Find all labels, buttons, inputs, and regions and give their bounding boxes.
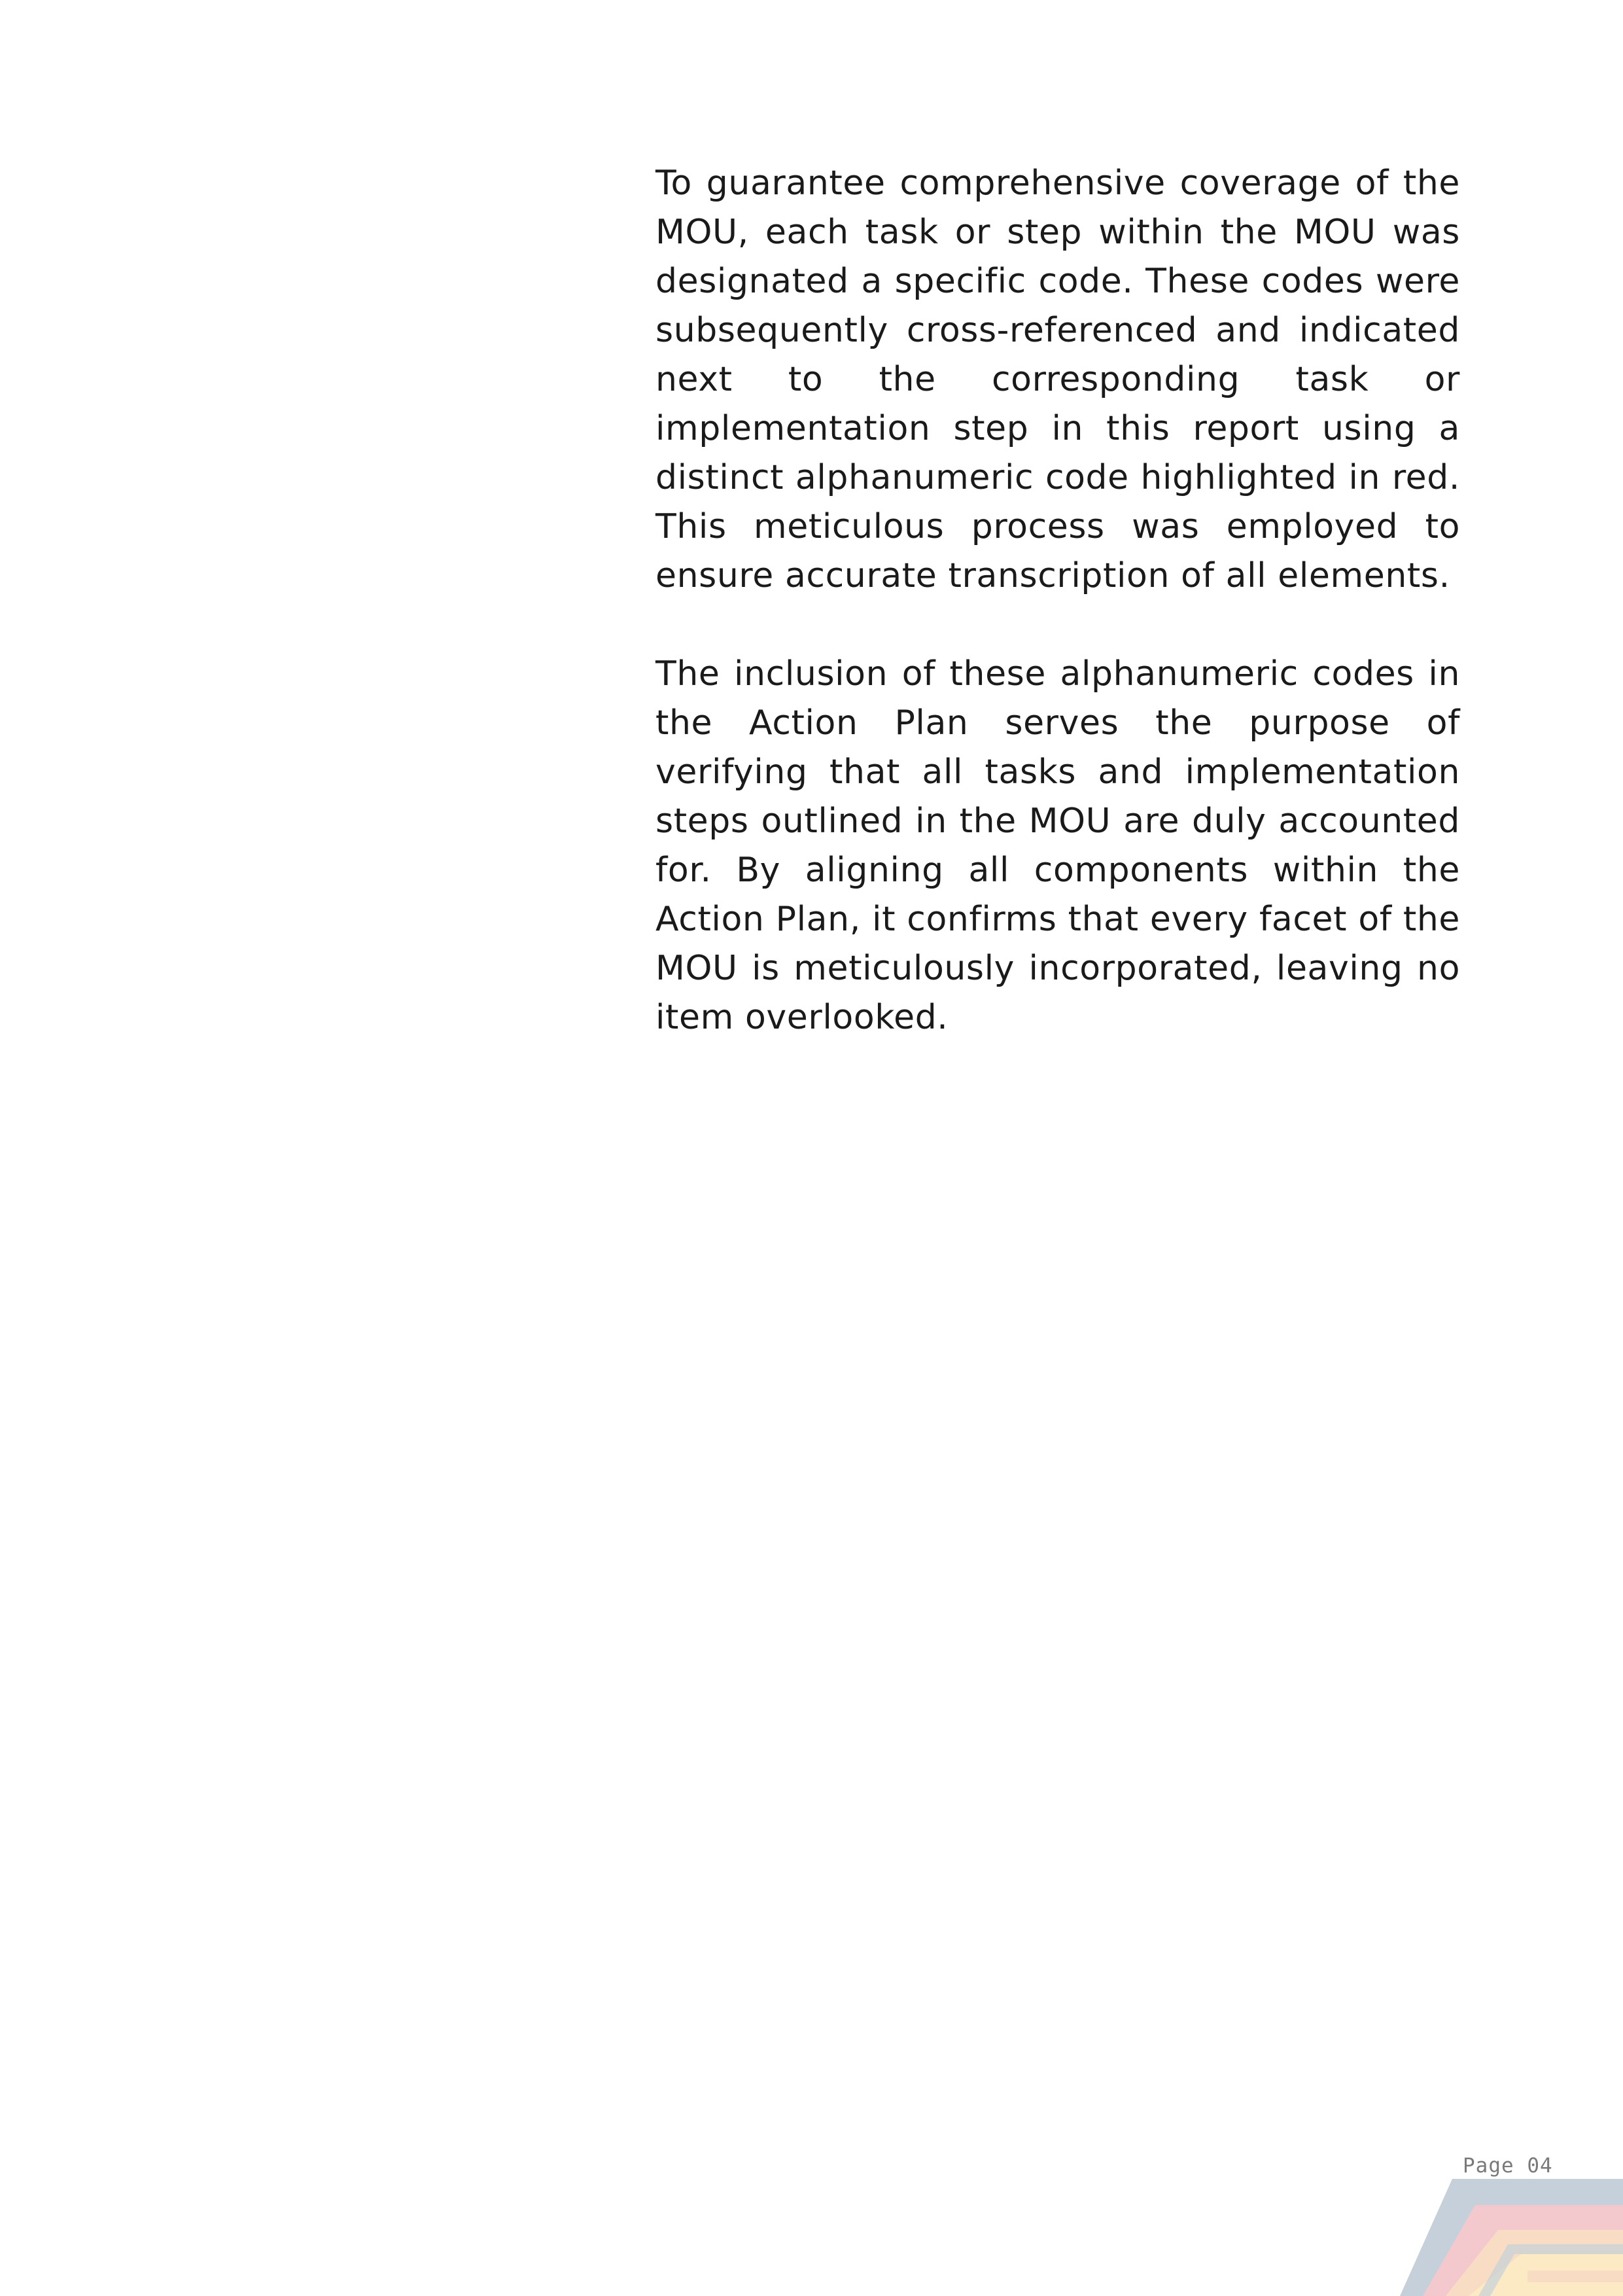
striped-corner-graphic xyxy=(1374,2179,1623,2296)
corner-stripe-pink xyxy=(1505,2215,1623,2228)
page-number: Page 04 xyxy=(1463,2154,1553,2178)
body-paragraph-1: To guarantee comprehensive coverage of the MOU, each task or step within the MOU was designated a specific code. These codes were subsequently cross-referenced and indicated next to the corresponding task or implementation step in this report using a distinct alphanumeric code highlighted in red. This meticulous process was employed to ensure accurate transcription of all elements. xyxy=(655,164,1460,595)
corner-stripe-peach xyxy=(1527,2270,1623,2282)
body-paragraph-2: The inclusion of these alphanumeric codes in the Action Plan serves the purpose of verifying that all tasks and implementation steps outlined in the MOU are duly accounted for. By aligning all components within the Action Plan, it confirms that every facet of the MOU is meticulously incorporated, leaving no item overlooked. xyxy=(655,654,1460,1037)
body-text-column xyxy=(655,159,1460,1042)
